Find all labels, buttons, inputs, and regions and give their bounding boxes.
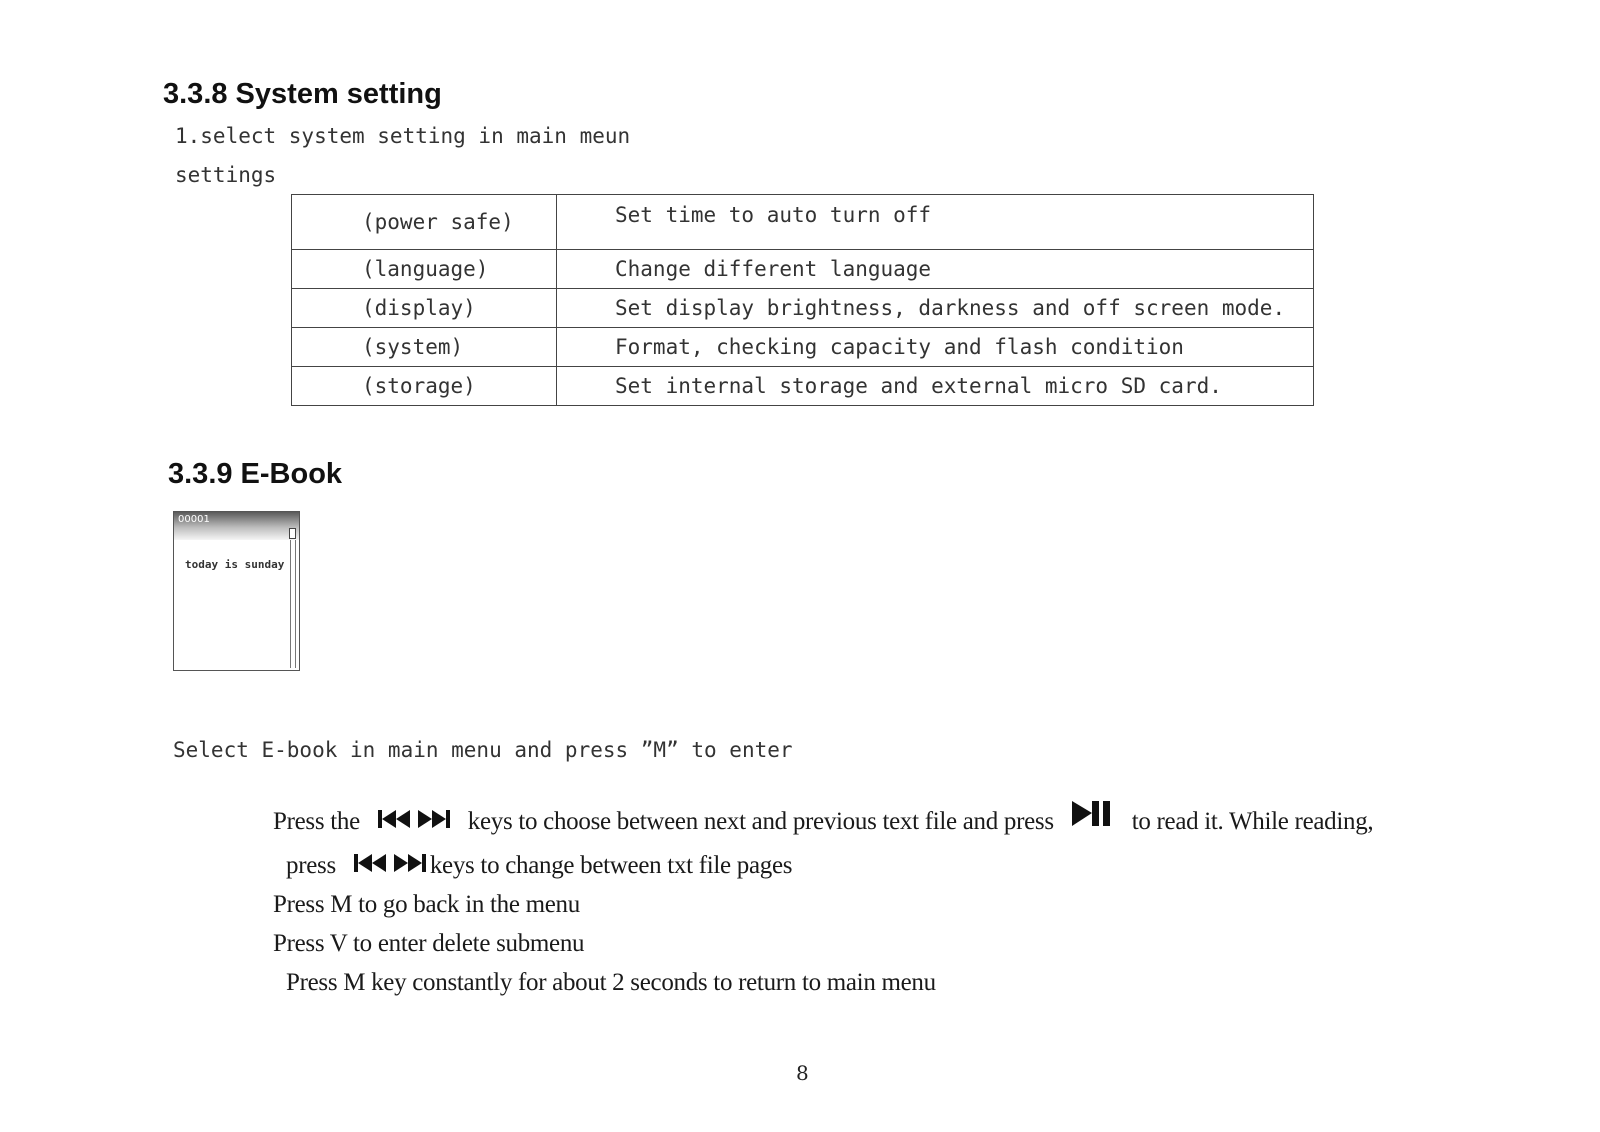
battery-icon <box>289 528 296 539</box>
setting-description: Set time to auto turn off <box>557 195 1314 250</box>
instruction-line-2 <box>286 852 792 880</box>
play-pause-icon <box>1070 799 1114 831</box>
setting-description: Set display brightness, darkness and off screen mode. <box>557 289 1314 328</box>
settings-table <box>291 194 1314 406</box>
section-heading-system-setting: 3.3.8 System setting <box>163 78 442 110</box>
setting-name: (storage) <box>292 367 557 406</box>
instruction-line-1 <box>273 799 1373 836</box>
screen-status-bar <box>174 512 299 540</box>
instruction-text: keys to change between txt file pages <box>429 852 793 879</box>
page-number: 8 <box>796 1061 809 1085</box>
section-heading-ebook: 3.3.9 E-Book <box>168 458 343 490</box>
table-row <box>292 289 1314 328</box>
table-row <box>292 328 1314 367</box>
instruction-text: Press the <box>273 808 360 835</box>
settings-label: settings <box>175 163 277 187</box>
scrollbar <box>290 540 296 668</box>
page-counter: 00001 <box>178 514 210 525</box>
skip-prev-next-icon <box>352 852 430 876</box>
instruction-line-5: Press M key constantly for about 2 seconds to return to main menu <box>286 969 936 996</box>
instruction-line-3: Press M to go back in the menu <box>273 891 580 918</box>
instruction-text: to read it. While reading, <box>1131 808 1374 835</box>
setting-name: (language) <box>292 250 557 289</box>
skip-prev-next-icon <box>376 808 454 832</box>
instruction-text: keys to choose between next and previous text file and press <box>467 808 1054 835</box>
setting-name: (power safe) <box>292 195 557 250</box>
ebook-intro: Select E-book in main menu and press ”M” to enter <box>173 738 793 762</box>
setting-name: (display) <box>292 289 557 328</box>
instruction-line-4: Press V to enter delete submenu <box>273 930 585 957</box>
setting-description: Set internal storage and external micro SD card. <box>557 367 1314 406</box>
table-row <box>292 195 1314 250</box>
setting-description: Format, checking capacity and flash condition <box>557 328 1314 367</box>
setting-description: Change different language <box>557 250 1314 289</box>
instruction-text: press <box>286 852 336 879</box>
table-row <box>292 367 1314 406</box>
step-text: 1.select system setting in main meun <box>175 124 631 148</box>
screen-text: today is sunday <box>185 558 285 571</box>
setting-name: (system) <box>292 328 557 367</box>
table-row <box>292 250 1314 289</box>
ebook-screen-illustration <box>173 511 300 671</box>
